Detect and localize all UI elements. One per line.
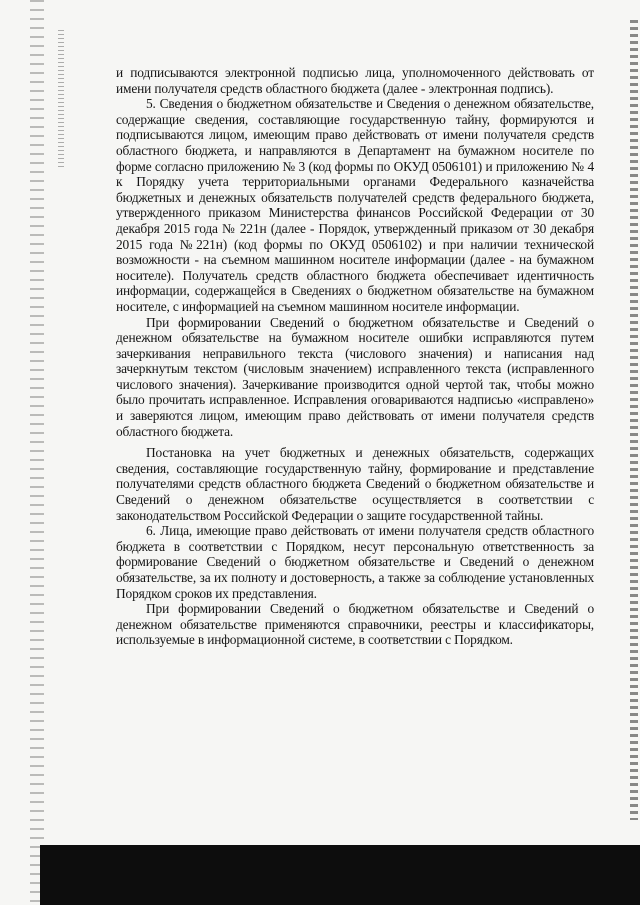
paragraph-6: 6. Лица, имеющие право действовать от имени получателя средств областного бюджета в соответствии с Порядком, несут персональную ответственность за формирование Сведений о бюджетном обязательстве и Сведений о денежном обязательстве, за их полноту и достоверность, а также за соблюдение установленных Порядком сроков их представления. — [116, 523, 594, 601]
scan-left-mark — [58, 30, 64, 170]
scan-left-edge — [30, 0, 44, 905]
scan-bottom-shadow — [40, 845, 640, 905]
paragraph-5: 5. Сведения о бюджетном обязательстве и Сведения о денежном обязательстве, содержащие сведения, составляющие государственную тайну, формируются и подписываются лицом, имеющим право действовать от имени получателя средств областного бюджета, и направляются в Департамент на бумажном носителе по форме согласно приложению № 3 (код формы по ОКУД 0506101) и приложению № 4 к Порядку учета территориальными органами Федерального казначейства бюджетных и денежных обязательств получателей средств федерального бюджета, утвержденного приказом Министерства финансов Российской Федерации от 30 декабря 2015 года № 221н (далее - Порядок, утвержденный приказом от 30 декабря 2015 года №221н) (код формы по ОКУД 0506102) и при наличии технической возможности - на съемном машинном носителе информации (далее - на бумажном носителе). Получатель средств областного бюджета обеспечивает идентичность информации, содержащейся в Сведениях о бюджетном обязательстве на бумажном носителе, с информацией на съемном машинном носителе информации. — [116, 96, 594, 314]
paragraph-classifiers: При формировании Сведений о бюджетном обязательстве и Сведений о денежном обязательстве применяются справочники, реестры и классификаторы, используемые в информационной системе, в соответствии с Порядком. — [116, 601, 594, 648]
paragraph-continuation: и подписываются электронной подписью лица, уполномоченного действовать от имени получателя средств областного бюджета (далее - электронная подпись). — [116, 65, 594, 96]
paragraph-state-secret: Постановка на учет бюджетных и денежных обязательств, содержащих сведения, составляющие государственную тайну, формирование и представление получателями средств областного бюджета Сведений о бюджетном обязательстве и Сведений о денежном обязательстве осуществляется в соответствии с законодательством Российской Федерации о защите государственной тайны. — [116, 445, 594, 523]
paragraph-corrections: При формировании Сведений о бюджетном обязательстве и Сведений о денежном обязательстве на бумажном носителе ошибки исправляются путем зачеркивания неправильного текста (числового значения) и написания над зачеркнутым текстом (числовым значением) исправленного текста (исправленного числового значения). Зачеркивание производится одной чертой так, чтобы можно было прочитать исправленное. Исправления оговариваются надписью «исправлено» и заверяются лицом, имеющим право действовать от имени получателя средств областного бюджета. — [116, 314, 594, 439]
scan-right-edge — [630, 20, 638, 820]
document-body — [116, 65, 594, 648]
